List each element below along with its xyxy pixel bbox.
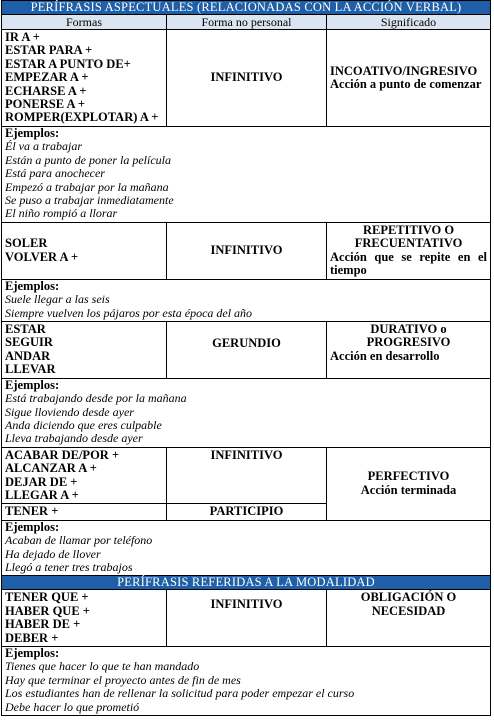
aspectual-title: PERÍFRASIS ASPECTUALES (RELACIONADAS CON LA ACCIÓN VERBAL): [2, 1, 491, 15]
periphrasis-table-sheet: [1, 0, 490, 716]
example-item: Él va a trabajar: [5, 139, 82, 154]
significado-title: REPETITIVO O FRECUENTATIVO: [354, 223, 463, 251]
forma-no-personal-cell: INFINITIVO: [167, 222, 327, 279]
example-item: El niño rompió a llorar: [5, 206, 118, 221]
examples-label: Ejemplos:: [5, 646, 60, 660]
form-item: VOLVER A +: [5, 249, 79, 264]
header-formas: Formas: [2, 15, 167, 30]
significado-title: INCOATIVO/INGRESIVO: [330, 63, 478, 78]
significado-text: Acción en desarrollo: [330, 348, 440, 363]
significado-title: PERFECTIVO: [367, 469, 450, 484]
significado-title: DURATIVO o PROGRESIVO: [366, 322, 451, 350]
example-item: Lleva trabajando desde ayer: [5, 431, 143, 446]
example-item: Hay que terminar el proyecto antes de fin de mes: [5, 672, 241, 687]
formas-cell: [2, 447, 167, 504]
form-item: ESTAR: [5, 322, 46, 337]
example-item: Llegó a tener tres trabajos: [5, 559, 133, 574]
form-item: ALCANZAR A +: [5, 461, 97, 476]
example-item: Empezó a trabajar por la mañana: [5, 179, 169, 194]
form-item: TENER QUE +: [5, 590, 89, 605]
forma-no-personal-cell: GERUNDIO: [167, 322, 327, 379]
significado-cell: [327, 322, 491, 379]
examples-cell: [2, 520, 491, 576]
formas-cell: [2, 322, 167, 379]
example-item: Anda diciendo que eres culpable: [5, 417, 162, 432]
forma-no-personal-cell: INFINITIVO: [167, 590, 327, 647]
form-item: HABER QUE +: [5, 603, 90, 618]
formas-cell: [2, 30, 167, 127]
modal-title: PERÍFRASIS REFERIDAS A LA MODALIDAD: [2, 576, 491, 590]
form-item: IR A +: [5, 30, 40, 44]
example-item: Los estudiantes han de rellenar la solicitud para poder empezar el curso: [5, 686, 355, 701]
form-item: EMPEZAR A +: [5, 70, 89, 85]
examples-label: Ejemplos:: [5, 126, 60, 140]
form-item: ESTAR A PUNTO DE+: [5, 56, 131, 71]
examples-cell: [2, 647, 491, 716]
header-significado: Significado: [327, 15, 491, 30]
form-item: ANDAR: [5, 348, 51, 363]
formas-cell: [2, 590, 167, 647]
examples-cell: [2, 378, 491, 447]
significado-cell: [327, 30, 491, 127]
example-item: Tienes que hacer lo que te han mandado: [5, 659, 200, 674]
significado-text: Acción terminada: [360, 482, 457, 497]
significado-cell: [327, 222, 491, 279]
example-item: Debe hacer lo que prometió: [5, 699, 140, 714]
form-item: DEJAR DE +: [5, 474, 78, 489]
form-item: ACABAR DE/POR +: [5, 447, 120, 462]
formas-cell: [2, 504, 167, 520]
examples-cell: [2, 127, 491, 223]
example-item: Se puso a trabajar inmediatamente: [5, 193, 174, 208]
example-item: Están a punto de poner la película: [5, 152, 171, 167]
significado-text: Acción que se repite en el tiempo: [330, 249, 488, 278]
forma-no-personal-cell: INFINITIVO: [167, 30, 327, 127]
form-item: SEGUIR: [5, 335, 53, 350]
forma-no-personal-cell: INFINITIVO: [167, 447, 327, 504]
significado-cell: [327, 447, 491, 520]
example-item: Acaban de llamar por teléfono: [5, 533, 153, 548]
example-item: Está trabajando desde por la mañana: [5, 391, 187, 406]
periphrasis-table: [1, 0, 491, 716]
examples-label: Ejemplos:: [5, 377, 60, 392]
examples-label: Ejemplos:: [5, 278, 60, 293]
forma-no-personal-cell: PARTICIPIO: [167, 504, 327, 520]
form-item: SOLER: [5, 236, 48, 251]
examples-cell: [2, 279, 491, 321]
examples-label: Ejemplos:: [5, 519, 60, 534]
header-forma-no-personal: Forma no personal: [167, 15, 327, 30]
formas-cell: [2, 222, 167, 279]
form-item: LLEGAR A +: [5, 487, 79, 502]
example-item: Suele llegar a las seis: [5, 292, 110, 307]
form-item: ECHARSE A +: [5, 83, 87, 98]
significado-text: Acción a punto de comenzar: [330, 77, 482, 91]
example-item: Ha dejado de llover: [5, 546, 101, 561]
form-item: ROMPER(EXPLOTAR) A +: [5, 110, 159, 125]
form-item: HABER DE +: [5, 617, 81, 632]
example-item: Siempre vuelven los pájaros por esta época del año: [5, 305, 253, 320]
form-item: LLEVAR: [5, 362, 56, 377]
form-item: TENER +: [5, 504, 59, 519]
form-item: PONERSE A +: [5, 97, 86, 112]
significado-cell: OBLIGACIÓN O NECESIDAD: [327, 590, 491, 647]
form-item: DEBER +: [5, 630, 59, 645]
form-item: ESTAR PARA +: [5, 43, 93, 58]
example-item: Sigue lloviendo desde ayer: [5, 404, 134, 419]
example-item: Está para anochecer: [5, 166, 105, 181]
